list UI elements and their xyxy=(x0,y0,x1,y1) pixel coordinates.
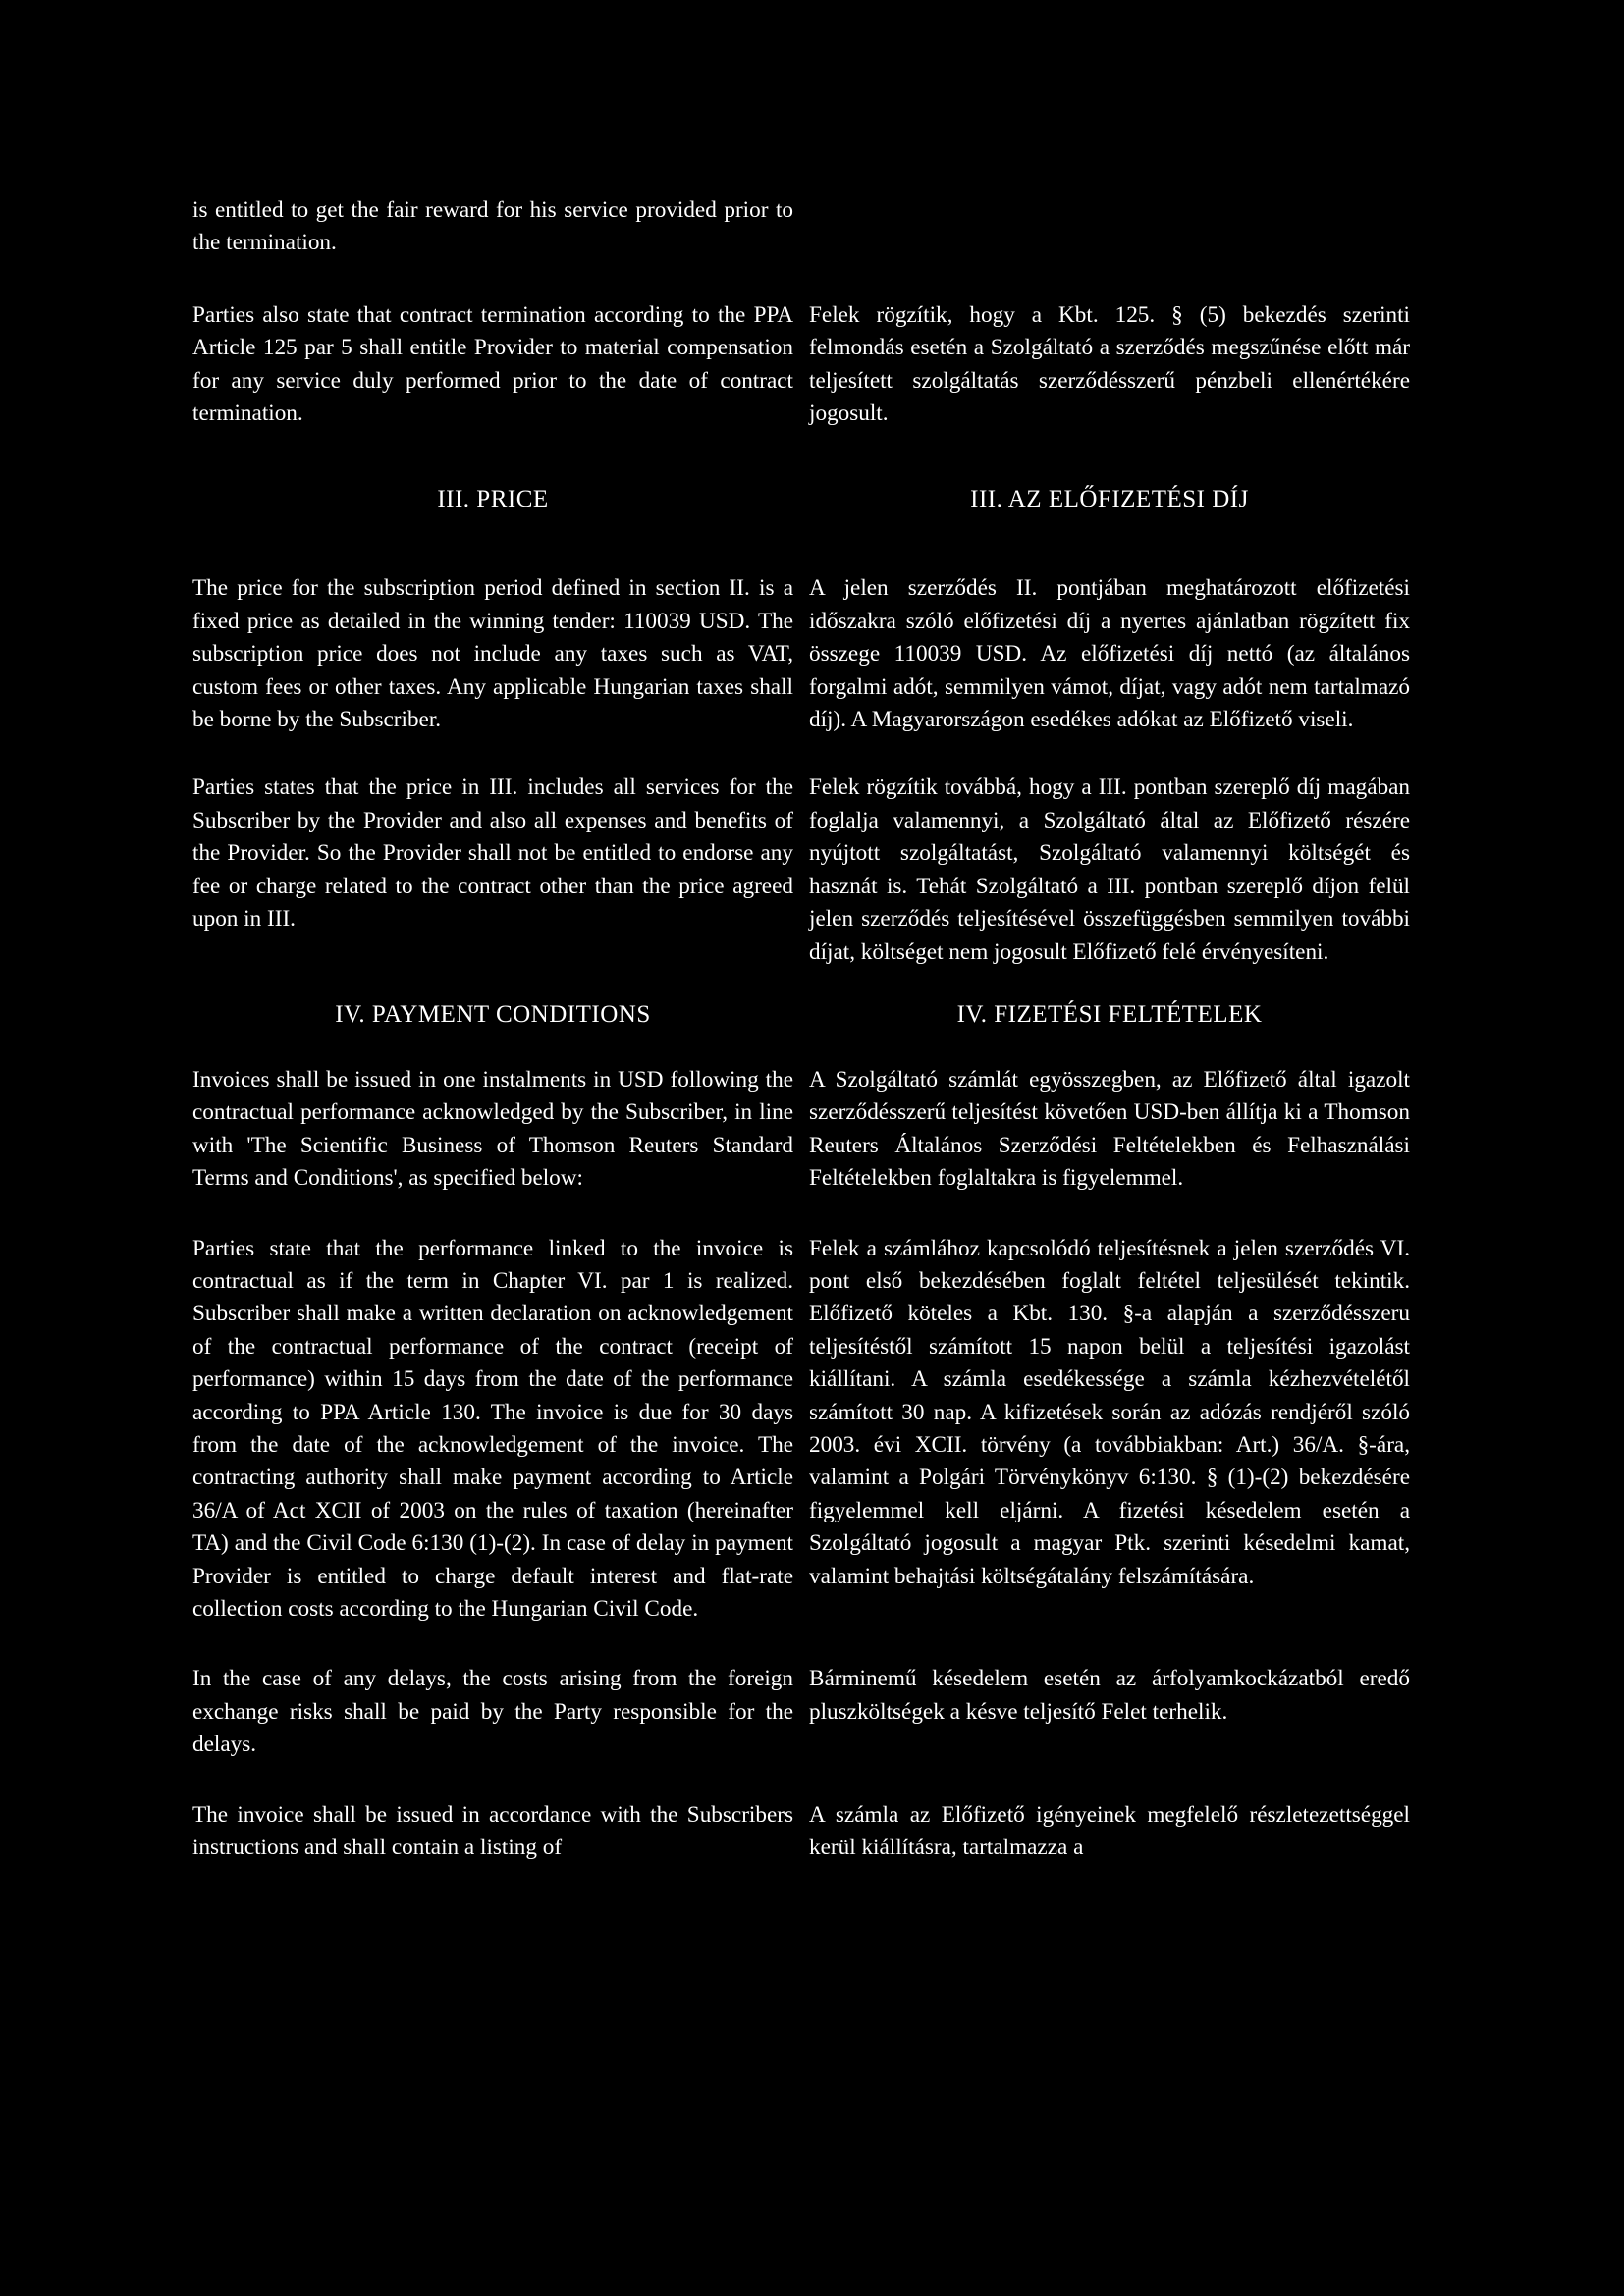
section-4-heading-en: IV. PAYMENT CONDITIONS xyxy=(335,1000,651,1028)
price-paragraph-2-hu: Felek rögzítik továbbá, hogy a III. pontban szereplő díj magában foglalja valamennyi, a Szolgáltató által az Előfizető részére nyújtott szolgáltatást, Szolgáltató valamennyi költségét és hasznát is. Tehát Szolgáltató a III. pontban szereplő díjon felül jelen szerződés teljesítésével összefüggésben semmilyen további díjat, költséget nem jogosult Előfizető felé érvényesíteni. xyxy=(809,774,1410,965)
intro-paragraph-en: is entitled to get the fair reward for his service provided prior to the termination. xyxy=(192,197,793,256)
price-row-2 xyxy=(192,772,1410,968)
col-hungarian xyxy=(809,194,1410,260)
payment-row-4 xyxy=(192,1799,1410,1865)
col-english xyxy=(192,998,793,1032)
section-3-heading-hu: III. AZ ELŐFIZETÉSI DÍJ xyxy=(970,486,1249,513)
payment-paragraph-2-en: Parties state that the performance linked to the invoice is contractual as if the term in Chapter VI. par 1 is realized. Subscriber shall make a written declaration on acknowledgement of the contractual performance of the contract (receipt of performance) within 15 days from the date of the performance according to PPA Article 130. The invoice is due for 30 days from the date of the acknowledgement of the invoice. The contracting authority shall make payment according to Article 36/A of Act XCII of 2003 on the rules of taxation (hereinafter TA) and the Civil Code 6:130 (1)-(2). In case of delay in payment Provider is entitled to charge default interest and flat-rate collection costs according to the Hungarian Civil Code. xyxy=(192,1235,793,1622)
price-row-1 xyxy=(192,572,1410,736)
price-paragraph-1-en: The price for the subscription period defined in section II. is a fixed price as detailed in the winning tender: 110039 USD. The subscription price does not include any taxes such as VAT, custom fees or other taxes. Any applicable Hungarian taxes shall be borne by the Subscriber. xyxy=(192,575,793,733)
termination-paragraph-hu: Felek rögzítik, hogy a Kbt. 125. § (5) bekezdés szerinti felmondás esetén a Szolgáltató a szerződés megszűnése előtt már teljesített szolgáltatás szerződésszerű pénzbeli ellenértékére jogosult. xyxy=(809,301,1410,427)
col-hungarian xyxy=(809,1663,1410,1761)
col-english xyxy=(192,772,793,968)
price-paragraph-2-en: Parties states that the price in III. includes all services for the Subscriber by the Provider and also all expenses and benefits of the Provider. So the Provider shall not be entitled to endorse any fee or charge related to the contract other than the price agreed upon in III. xyxy=(192,774,793,933)
col-english xyxy=(192,572,793,736)
payment-paragraph-4-hu: A számla az Előfizető igényeinek megfelelő részletezettséggel kerül kiállításra, tartalmazza a xyxy=(809,1801,1410,1861)
col-english xyxy=(192,483,793,516)
payment-paragraph-3-hu: Bárminemű késedelem esetén az árfolyamkockázatból eredő pluszköltségek a késve teljesítő Felet terhelik. xyxy=(809,1666,1410,1725)
document-page xyxy=(192,194,1410,1864)
payment-row-1 xyxy=(192,1064,1410,1196)
col-english xyxy=(192,194,793,260)
col-hungarian xyxy=(809,1064,1410,1196)
col-hungarian xyxy=(809,483,1410,516)
section-4-heading-row xyxy=(192,998,1410,1032)
price-paragraph-1-hu: A jelen szerződés II. pontjában meghatározott előfizetési időszakra szóló előfizetési díj a nyertes ajánlatban rögzített fix összege 110039 USD. Az előfizetési díj nettó (az általános forgalmi adót, semmilyen vámot, díjat, vagy adót nem tartalmazó díj). A Magyarországon esedékes adókat az Előfizető viseli. xyxy=(809,575,1410,733)
section-3-heading-en: III. PRICE xyxy=(437,486,549,513)
payment-row-2 xyxy=(192,1233,1410,1627)
payment-paragraph-2-hu: Felek a számlához kapcsolódó teljesítésnek a jelen szerződés VI. pont első bekezdésében foglalt feltétel teljesülését tekintik. Előfizető köteles a Kbt. 130. §-a alapján a szerződésszeru teljesítéstől számított 15 napon belül a teljesítési igazolást kiállítani. A számla esedékessége a számla kézhezvételétől számított 30 nap. A kifizetések során az adózás rendjéről szóló 2003. évi XCII. törvény (a továbbiakban: Art.) 36/A. §-ára, valamint a Polgári Törvénykönyv 6:130. § (1)-(2) bekezdésére figyelemmel kell eljárni. A fizetési késedelem esetén a Szolgáltató jogosult a magyar Ptk. szerinti késedelmi kamat, valamint behajtási költségátalány felszámítására. xyxy=(809,1235,1410,1589)
col-english xyxy=(192,1663,793,1761)
termination-paragraph-en: Parties also state that contract termination according to the PPA Article 125 par 5 shall entitle Provider to material compensation for any service duly performed prior to the date of contract termination. xyxy=(192,301,793,427)
col-hungarian xyxy=(809,299,1410,431)
payment-paragraph-3-en: In the case of any delays, the costs arising from the foreign exchange risks shall be paid by the Party responsible for the delays. xyxy=(192,1666,793,1758)
col-english xyxy=(192,1064,793,1196)
payment-row-3 xyxy=(192,1663,1410,1761)
col-hungarian xyxy=(809,772,1410,968)
col-hungarian xyxy=(809,572,1410,736)
section-4-heading-hu: IV. FIZETÉSI FELTÉTELEK xyxy=(956,1000,1263,1028)
section-3-heading-row xyxy=(192,483,1410,516)
termination-row xyxy=(192,299,1410,431)
col-english xyxy=(192,1799,793,1865)
payment-paragraph-4-en: The invoice shall be issued in accordance with the Subscribers instructions and shall contain a listing of xyxy=(192,1801,793,1861)
col-hungarian xyxy=(809,998,1410,1032)
col-english xyxy=(192,299,793,431)
payment-paragraph-1-hu: A Szolgáltató számlát egyösszegben, az Előfizető által igazolt szerződésszerű teljesítést követően USD-ben állítja ki a Thomson Reuters Általános Szerződési Feltételekben és Felhasználási Feltételekben foglaltakra is figyelemmel. xyxy=(809,1066,1410,1192)
intro-row xyxy=(192,194,1410,260)
col-english xyxy=(192,1233,793,1627)
col-hungarian xyxy=(809,1233,1410,1627)
col-hungarian xyxy=(809,1799,1410,1865)
payment-paragraph-1-en: Invoices shall be issued in one instalments in USD following the contractual performance acknowledged by the Subscriber, in line with 'The Scientific Business of Thomson Reuters Standard Terms and Conditions', as specified below: xyxy=(192,1066,793,1192)
